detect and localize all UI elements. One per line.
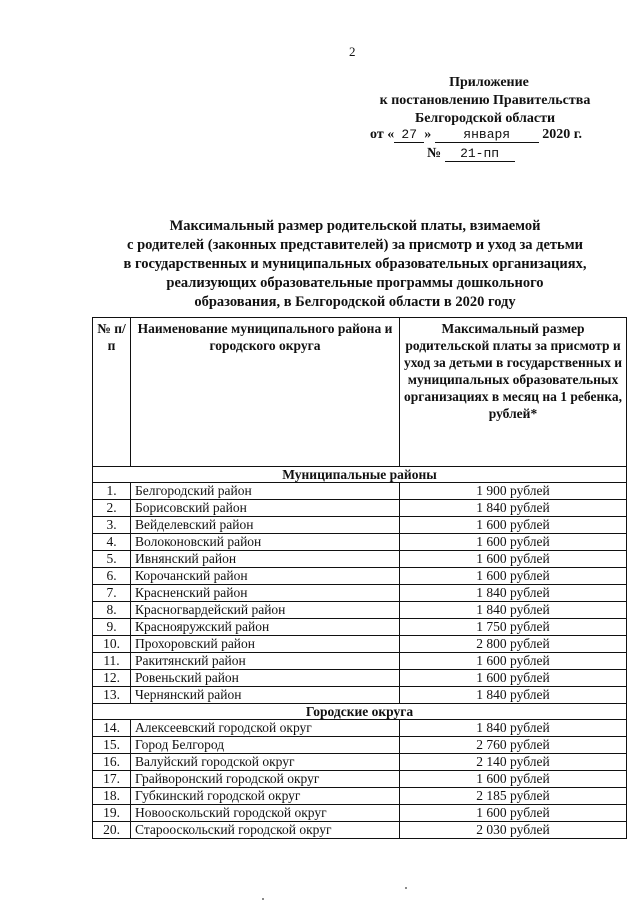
page-number: 2 (349, 44, 356, 59)
date-year: 2020 г. (542, 127, 582, 142)
row-district: Ровеньский район (131, 670, 400, 687)
table-row (93, 551, 627, 568)
row-fee: 1 600 рублей (400, 551, 627, 568)
row-number: 7. (93, 585, 131, 602)
row-fee: 1 840 рублей (400, 687, 627, 704)
appendix-line: к постановлению Правительства (379, 93, 591, 108)
table-row (93, 737, 627, 754)
row-fee: 1 600 рублей (400, 568, 627, 585)
row-fee: 2 185 рублей (400, 788, 627, 805)
row-fee: 1 600 рублей (400, 771, 627, 788)
row-fee: 1 750 рублей (400, 619, 627, 636)
row-district: Красненский район (131, 585, 400, 602)
header-amount: Максимальный размер родительской платы за присмотр и уход за детьми в государственных и муниципальных образовательных организациях в месяц на 1 ребенка, рублей* (400, 318, 627, 467)
scan-speck (405, 887, 407, 889)
row-district: Прохоровский район (131, 636, 400, 653)
row-number: 8. (93, 602, 131, 619)
row-number: 17. (93, 771, 131, 788)
row-fee: 1 840 рублей (400, 585, 627, 602)
table-row (93, 788, 627, 805)
date-mid: » (424, 127, 432, 142)
row-number: 20. (93, 822, 131, 839)
section-title: Муниципальные районы (93, 467, 627, 483)
table-header-row (93, 318, 627, 467)
table-row (93, 517, 627, 534)
table-row (93, 585, 627, 602)
row-district: Старооскольский городской округ (131, 822, 400, 839)
table-row (93, 670, 627, 687)
row-fee: 2 140 рублей (400, 754, 627, 771)
appendix-number (427, 146, 515, 162)
table-row (93, 653, 627, 670)
title-line: реализующих образовательные программы дошкольного (166, 275, 544, 291)
row-district: Чернянский район (131, 687, 400, 704)
row-district: Город Белгород (131, 737, 400, 754)
table-row (93, 720, 627, 737)
table-row (93, 771, 627, 788)
row-district: Корочанский район (131, 568, 400, 585)
row-district: Вейделевский район (131, 517, 400, 534)
number-value: 21-пп (445, 146, 515, 162)
row-number: 16. (93, 754, 131, 771)
row-fee: 2 800 рублей (400, 636, 627, 653)
table-row (93, 822, 627, 839)
table-row (93, 754, 627, 771)
header-number: № п/п (93, 318, 131, 467)
row-fee: 1 840 рублей (400, 500, 627, 517)
row-number: 14. (93, 720, 131, 737)
row-number: 10. (93, 636, 131, 653)
row-district: Белгородский район (131, 483, 400, 500)
row-number: 13. (93, 687, 131, 704)
row-number: 19. (93, 805, 131, 822)
table-row (93, 687, 627, 704)
appendix-title: Приложение (449, 75, 529, 90)
row-number: 2. (93, 500, 131, 517)
appendix-date (370, 127, 582, 143)
row-district: Ивнянский район (131, 551, 400, 568)
table-row (93, 500, 627, 517)
table-row (93, 602, 627, 619)
row-district: Красногвардейский район (131, 602, 400, 619)
row-number: 18. (93, 788, 131, 805)
number-prefix: № (427, 146, 442, 161)
row-district: Ракитянский район (131, 653, 400, 670)
title-line: в государственных и муниципальных образовательных организациях, (123, 256, 587, 272)
row-district: Грайворонский городской округ (131, 771, 400, 788)
fees-table (92, 317, 627, 839)
appendix-line: Белгородской области (414, 111, 556, 126)
table-row (93, 534, 627, 551)
table-row (93, 619, 627, 636)
row-district: Волоконовский район (131, 534, 400, 551)
date-day: 27 (394, 127, 424, 143)
document-title (80, 217, 630, 312)
row-district: Краснояружский район (131, 619, 400, 636)
row-fee: 1 600 рублей (400, 653, 627, 670)
row-fee: 2 030 рублей (400, 822, 627, 839)
row-number: 6. (93, 568, 131, 585)
row-district: Алексеевский городской округ (131, 720, 400, 737)
title-line: с родителей (законных представителей) за присмотр и уход за детьми (127, 237, 583, 253)
row-district: Губкинский городской округ (131, 788, 400, 805)
row-number: 3. (93, 517, 131, 534)
section-title: Городские округа (93, 704, 627, 720)
section-header-row (93, 704, 627, 720)
row-district: Валуйский городской округ (131, 754, 400, 771)
row-fee: 1 840 рублей (400, 602, 627, 619)
header-name: Наименование муниципального района и городского округа (131, 318, 400, 467)
row-number: 1. (93, 483, 131, 500)
row-fee: 1 600 рублей (400, 517, 627, 534)
table-row (93, 636, 627, 653)
title-line: образования, в Белгородской области в 2020 году (194, 294, 516, 310)
section-header-row (93, 467, 627, 483)
row-number: 9. (93, 619, 131, 636)
row-fee: 2 760 рублей (400, 737, 627, 754)
row-district: Новооскольский городской округ (131, 805, 400, 822)
row-number: 5. (93, 551, 131, 568)
row-number: 4. (93, 534, 131, 551)
row-district: Борисовский район (131, 500, 400, 517)
date-month: января (435, 127, 539, 143)
row-fee: 1 840 рублей (400, 720, 627, 737)
appendix-block (350, 74, 620, 128)
row-fee: 1 600 рублей (400, 534, 627, 551)
row-fee: 1 600 рублей (400, 670, 627, 687)
date-prefix: от « (370, 127, 395, 142)
row-fee: 1 600 рублей (400, 805, 627, 822)
scan-speck (262, 898, 264, 900)
row-number: 11. (93, 653, 131, 670)
table-row (93, 483, 627, 500)
table-row (93, 568, 627, 585)
row-number: 15. (93, 737, 131, 754)
row-fee: 1 900 рублей (400, 483, 627, 500)
row-number: 12. (93, 670, 131, 687)
title-line: Максимальный размер родительской платы, взимаемой (169, 218, 541, 234)
table-row (93, 805, 627, 822)
